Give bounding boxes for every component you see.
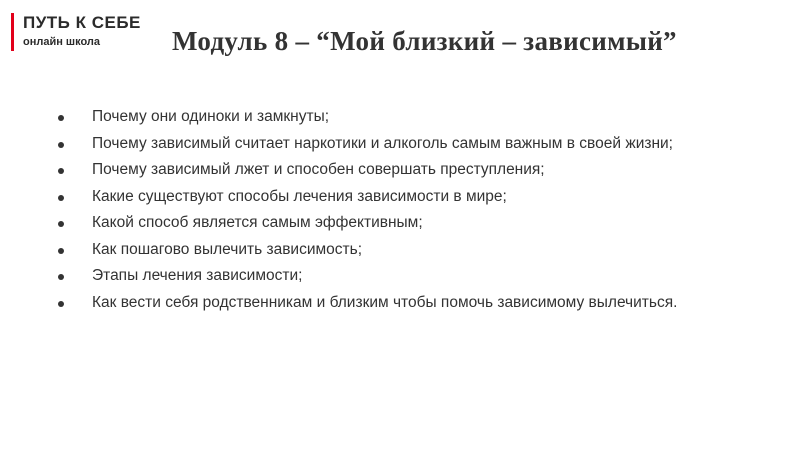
bullet-icon xyxy=(58,221,64,227)
brand-subtitle: онлайн школа xyxy=(23,36,101,48)
list-item xyxy=(52,104,772,131)
bullet-icon xyxy=(58,301,64,307)
list-item-text: Этапы лечения зависимости; xyxy=(92,267,303,284)
brand-logo xyxy=(11,13,141,51)
page-title: Модуль 8 – “Мой близкий – зависимый” xyxy=(172,26,677,56)
list-item-text: Какой способ является самым эффективным; xyxy=(92,214,423,231)
bullet-icon xyxy=(58,248,64,254)
list-item xyxy=(52,184,772,211)
bullet-icon xyxy=(58,274,64,280)
list-item xyxy=(52,131,772,158)
list-item-text: Почему зависимый считает наркотики и алкоголь самым важным в своей жизни; xyxy=(92,134,673,152)
list-item-text: Почему они одиноки и замкнуты; xyxy=(92,108,330,125)
bullet-icon xyxy=(58,115,64,121)
bullet-icon xyxy=(58,195,64,201)
list-item xyxy=(52,263,772,290)
list-item-text: Как пошагово вылечить зависимость; xyxy=(92,240,363,258)
brand-name: ПУТЬ К СЕБЕ xyxy=(23,13,141,32)
list-item xyxy=(52,210,772,237)
bullet-icon xyxy=(58,142,64,148)
list-item xyxy=(52,237,772,264)
list-item-text: Какие существуют способы лечения зависимости в мире; xyxy=(92,187,507,205)
bullet-icon xyxy=(58,168,64,174)
list-item-text: Почему зависимый лжет и способен совершать преступления; xyxy=(92,161,545,178)
bullet-list xyxy=(52,104,772,316)
list-item-text: Как вести себя родственникам и близким чтобы помочь зависимому вылечиться. xyxy=(92,293,678,311)
list-item xyxy=(52,157,772,184)
list-item xyxy=(52,290,772,317)
